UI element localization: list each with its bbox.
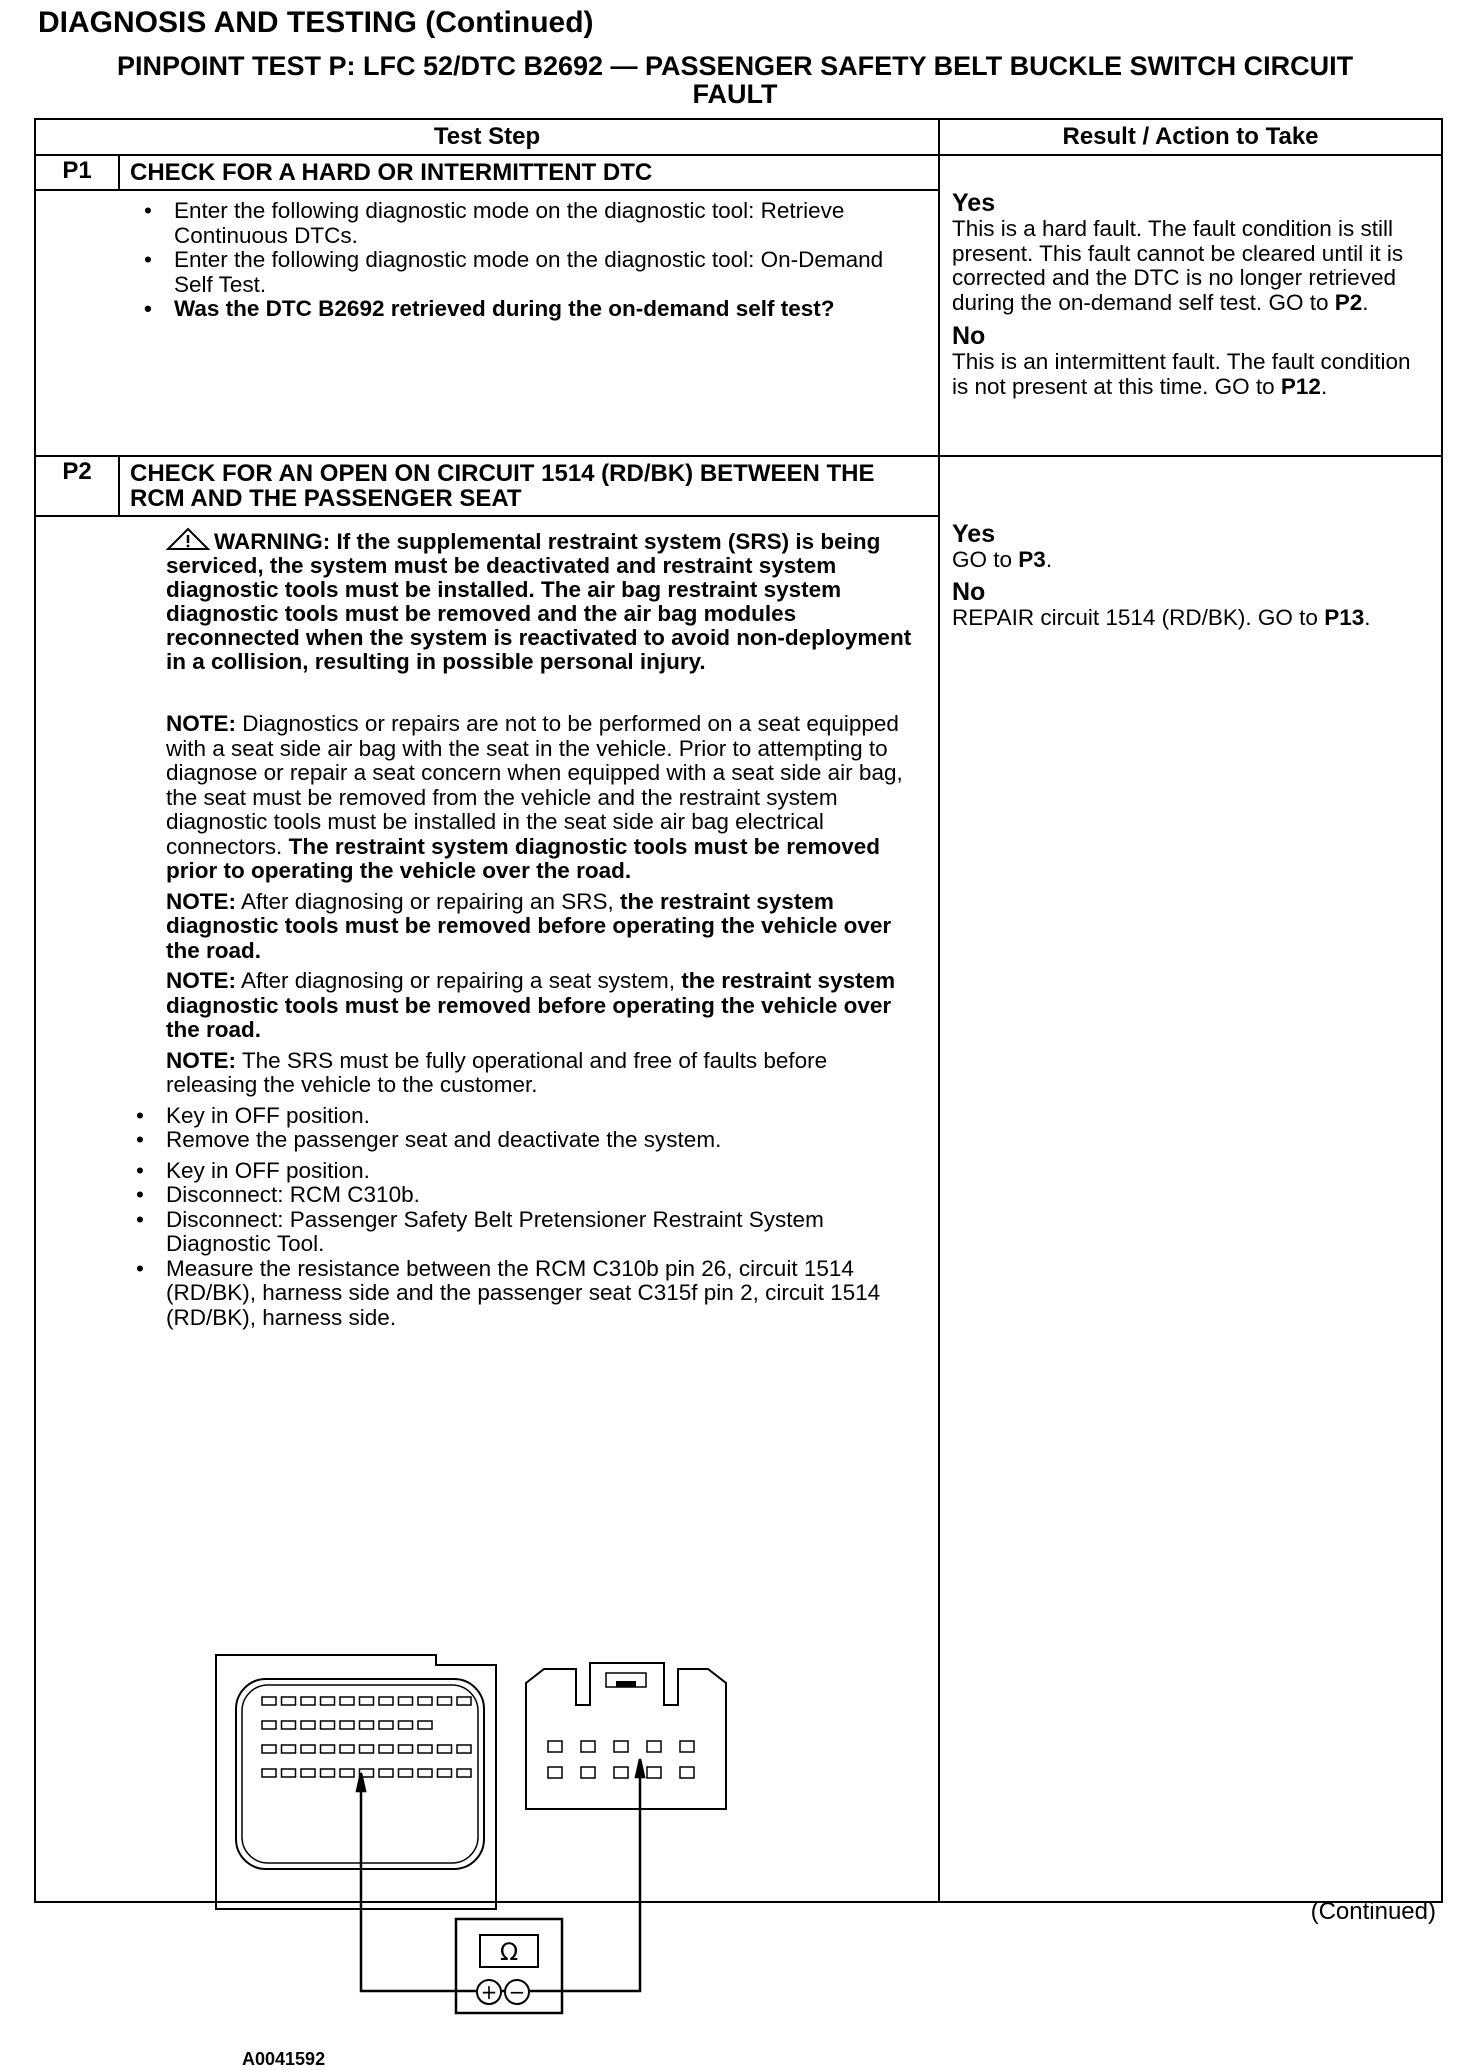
p2-no-goto[interactable]: P13 <box>1324 604 1365 630</box>
pin-cavity <box>360 1697 374 1705</box>
pin-cavity <box>301 1769 315 1777</box>
page-title: DIAGNOSIS AND TESTING (Continued) <box>38 6 594 39</box>
pin-cavity <box>418 1769 432 1777</box>
note-2-bold: the restraint system diagnostic tools must be removed before operating the vehicle over the road. <box>166 888 892 963</box>
list-item: • Enter the following diagnostic mode on the diagnostic tool: Retrieve Continuous DTCs. <box>136 199 926 248</box>
pin-cavity <box>647 1767 661 1778</box>
pin-cavity <box>418 1697 432 1705</box>
pin-cavity <box>321 1769 335 1777</box>
notes-block <box>166 712 924 1098</box>
result-cell-p1 <box>939 155 1442 456</box>
note-1 <box>166 712 924 884</box>
note-4 <box>166 1049 924 1098</box>
pin-cavity <box>282 1721 296 1729</box>
pin-cavity <box>457 1769 471 1777</box>
figure-id: A0041592 <box>242 2049 326 2069</box>
rcm-connector-c310b-icon <box>216 1655 496 1909</box>
p2-no-label: No <box>952 577 986 606</box>
test-title-line1: PINPOINT TEST P: LFC 52/DTC B2692 — PASSENGER SAFETY BELT BUCKLE SWITCH CIRCUIT <box>116 51 1354 81</box>
pin-cavity <box>438 1745 452 1753</box>
step-body-p1 <box>35 190 939 456</box>
note-label: NOTE: <box>166 711 236 736</box>
list-item: • Was the DTC B2692 retrieved during the on-demand self test? <box>136 297 926 322</box>
p1-step-list <box>136 199 926 322</box>
p1-no-label: No <box>952 322 986 350</box>
list-item: • Remove the passenger seat and deactivate the system. <box>128 1128 924 1153</box>
note-label: NOTE: <box>166 968 236 993</box>
p2-no-action: REPAIR circuit 1514 (RD/BK). GO to P13. <box>952 604 1371 630</box>
pin-cavity <box>680 1767 694 1778</box>
minus-terminal: − <box>508 1980 526 2004</box>
pin-cavity <box>379 1697 393 1705</box>
list-item: • Measure the resistance between the RCM C310b pin 26, circuit 1514 (RD/BK), harness side and the passenger seat C315f pin 2, circuit 1514 (RD/BK), harness side. <box>128 1257 924 1331</box>
pin-cavity <box>399 1721 413 1729</box>
pin-cavity <box>399 1745 413 1753</box>
pin-cavity <box>262 1769 276 1777</box>
pin-cavity <box>438 1697 452 1705</box>
pin-cavity <box>340 1769 354 1777</box>
pin-cavity <box>282 1769 296 1777</box>
column-header-test-step: Test Step <box>35 119 939 155</box>
pinpoint-test-title <box>60 52 1410 108</box>
p1-no-action: This is an intermittent fault. The fault condition is not present at this time. GO to P12. <box>952 349 1411 399</box>
pin-cavity <box>340 1697 354 1705</box>
pin-cavity <box>548 1767 562 1778</box>
pin-cavity <box>457 1745 471 1753</box>
list-item: • Disconnect: RCM C310b. <box>128 1183 924 1208</box>
pin-cavity <box>614 1741 628 1752</box>
p2-yes-goto[interactable]: P3 <box>1018 547 1046 572</box>
p1-yes-text: This is a hard fault. The fault condition is still present. This fault cannot be cleared until it is corrected and the DTC is no longer retrieved during the on-demand self test. GO to <box>952 216 1404 315</box>
pin-cavity <box>301 1745 315 1753</box>
ohm-symbol: Ω <box>499 1938 519 1966</box>
p2-yes-text: GO to <box>952 547 1013 572</box>
pin-cavity <box>379 1745 393 1753</box>
continued-label: (Continued) <box>1310 1898 1436 1925</box>
srs-warning <box>166 527 924 674</box>
step-title-p2: CHECK FOR AN OPEN ON CIRCUIT 1514 (RD/BK) BETWEEN THE RCM AND THE PASSENGER SEAT <box>119 456 939 516</box>
note-label: NOTE: <box>166 1047 236 1073</box>
ohmmeter-icon <box>456 1919 562 2013</box>
step-id-p1: P1 <box>35 155 119 190</box>
pin-cavity <box>262 1697 276 1705</box>
pin-cavity <box>438 1769 452 1777</box>
note-label: NOTE: <box>166 888 236 914</box>
list-item: • Enter the following diagnostic mode on the diagnostic tool: On-Demand Self Test. <box>136 248 926 297</box>
test-title-line2: FAULT <box>692 79 778 109</box>
pin-cavity <box>262 1745 276 1753</box>
pin-cavity <box>379 1769 393 1777</box>
p2-step-list-b <box>128 1159 924 1331</box>
p1-yes-goto[interactable]: P2 <box>1334 289 1363 315</box>
p2-step-list-a <box>128 1104 924 1153</box>
note-3-text: After diagnosing or repairing a seat system, <box>241 968 675 993</box>
note-3 <box>166 969 924 1043</box>
seat-connector-c315f-icon <box>526 1663 726 1809</box>
step-title-p1: CHECK FOR A HARD OR INTERMITTENT DTC <box>119 155 939 190</box>
pin-cavity <box>282 1697 296 1705</box>
pin-cavity <box>379 1721 393 1729</box>
warning-triangle-icon <box>166 527 210 551</box>
step-id-p2: P2 <box>35 456 119 516</box>
pin-cavity <box>282 1745 296 1753</box>
result-cell-p2 <box>939 456 1442 1902</box>
pin-cavity <box>321 1697 335 1705</box>
pin-cavity <box>581 1741 595 1752</box>
warning-text: WARNING: If the supplemental restraint system (SRS) is being serviced, the system must be deactivated and restraint system diagnostic tools must be installed. The air bag restraint system diagnostic tools must be removed and the air bag modules reconnected when the system is reactivated to avoid non-deployment in a collision, resulting in possible personal injury. <box>166 529 912 674</box>
pin-cavity <box>457 1697 471 1705</box>
pin-cavity <box>262 1721 276 1729</box>
pin-cavity <box>340 1721 354 1729</box>
p1-no-goto[interactable]: P12 <box>1280 373 1321 399</box>
pin-cavity <box>301 1697 315 1705</box>
note-1-bold: The restraint system diagnostic tools must be removed prior to operating the vehicle over the road. <box>166 833 880 883</box>
list-item: • Disconnect: Passenger Safety Belt Pretensioner Restraint System Diagnostic Tool. <box>128 1208 924 1257</box>
pin-cavity <box>399 1697 413 1705</box>
pin-cavity <box>680 1741 694 1752</box>
note-1-text: Diagnostics or repairs are not to be performed on a seat equipped with a seat side air bag with the seat in the vehicle. Prior to attempting to diagnose or repair a seat concern when equipped with a seat side air bag, the seat must be removed from the vehicle and the restraint system diagnostic tools must be installed in the seat side air bag electrical connectors. <box>166 711 903 859</box>
p2-no-text: REPAIR circuit 1514 (RD/BK). GO to <box>952 604 1318 630</box>
list-item: • Key in OFF position. <box>128 1104 924 1129</box>
note-2-text: After diagnosing or repairing an SRS, <box>241 888 614 914</box>
pin-cavity <box>581 1767 595 1778</box>
pin-cavity <box>418 1721 432 1729</box>
pin-cavity <box>321 1745 335 1753</box>
pin-cavity <box>360 1721 374 1729</box>
note-2 <box>166 890 924 964</box>
p2-yes-label: Yes <box>952 520 996 548</box>
pin-cavity <box>360 1745 374 1753</box>
note-4-text: The SRS must be fully operational and free of faults before releasing the vehicle to the customer. <box>166 1047 828 1097</box>
p2-yes-action: GO to P3. <box>952 547 1053 572</box>
plus-terminal: + <box>480 1980 498 2004</box>
connector-resistance-figure <box>176 1649 856 2029</box>
p1-yes-action: This is a hard fault. The fault condition is still present. This fault cannot be cleared until it is corrected and the DTC is no longer retrieved during the on-demand self test. GO to P2. <box>952 216 1404 315</box>
note-3-bold: the restraint system diagnostic tools must be removed before operating the vehicle over the road. <box>166 968 896 1042</box>
step-body-p2 <box>35 516 939 2069</box>
pin-cavity <box>301 1721 315 1729</box>
p1-no-text: This is an intermittent fault. The fault condition is not present at this time. GO to <box>952 349 1411 399</box>
list-item: • Key in OFF position. <box>128 1159 924 1184</box>
pin-cavity <box>321 1721 335 1729</box>
column-header-result: Result / Action to Take <box>939 119 1442 155</box>
pin-cavity <box>399 1769 413 1777</box>
pin-cavity <box>340 1745 354 1753</box>
p1-yes-label: Yes <box>952 189 996 217</box>
pin-cavity <box>614 1767 628 1778</box>
pin-cavity <box>548 1741 562 1752</box>
pin-cavity <box>418 1745 432 1753</box>
pin-cavity <box>647 1741 661 1752</box>
